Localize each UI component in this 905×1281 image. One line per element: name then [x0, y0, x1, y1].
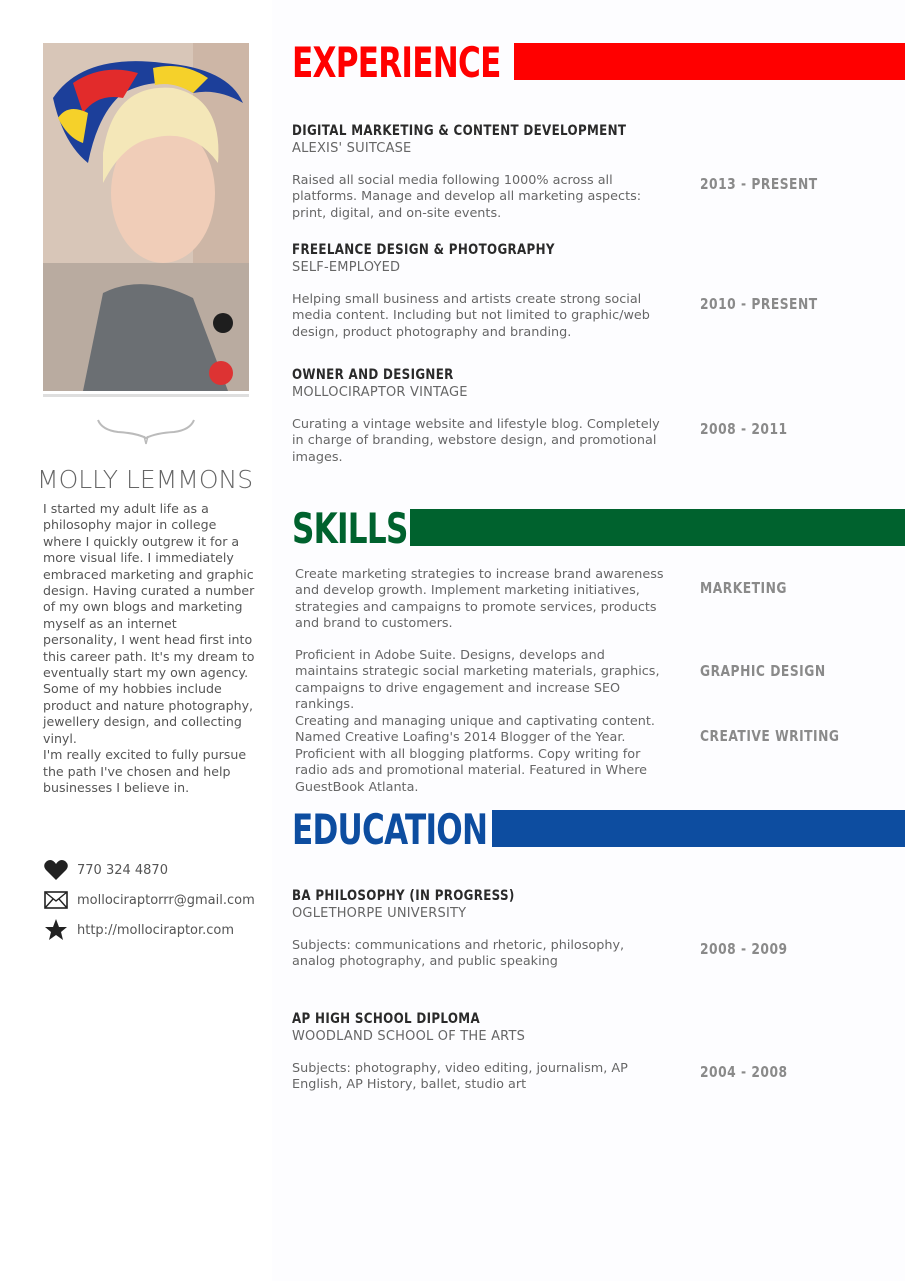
experience-dates: 2010 - PRESENT — [700, 295, 818, 313]
experience-title: FREELANCE DESIGN & PHOTOGRAPHY — [292, 242, 555, 258]
bio-paragraph: I'm really excited to fully pursue the path I've chosen and help businesses I believe in. — [43, 747, 247, 795]
experience-dates: 2008 - 2011 — [700, 420, 788, 438]
skill-item — [295, 648, 665, 714]
experience-desc: Raised all social media following 1000% across all platforms. Manage and develop all marketing aspects: print, digital, and on-site events. — [292, 173, 642, 221]
photo-underline — [43, 394, 249, 397]
contact-email[interactable] — [43, 888, 268, 912]
experience-org: MOLLOCIRAPTOR VINTAGE — [292, 385, 468, 400]
education-banner — [292, 805, 905, 854]
education-org: OGLETHORPE UNIVERSITY — [292, 906, 467, 921]
experience-org: ALEXIS' SUITCASE — [292, 141, 412, 156]
experience-bar — [514, 43, 905, 80]
bio-paragraph: I started my adult life as a philosophy major in college where I quickly outgrew it for a more visual life. I immediately embraced marketing and graphic design. Having curated a number of my own blogs and marketing myself as an internet personality, I went head first into this career path. It's my dream to eventually start my own agency. — [43, 501, 255, 681]
education-title: AP HIGH SCHOOL DIPLOMA — [292, 1011, 480, 1027]
skills-banner — [292, 504, 905, 553]
skills-bar — [410, 509, 905, 546]
skill-item — [295, 567, 665, 633]
experience-item — [292, 123, 662, 222]
envelope-icon — [43, 888, 69, 912]
profile-photo — [43, 43, 249, 391]
experience-item — [292, 367, 662, 466]
skill-item — [295, 714, 665, 796]
education-dates: 2004 - 2008 — [700, 1063, 788, 1081]
skill-label: CREATIVE WRITING — [700, 727, 840, 745]
experience-item — [292, 242, 662, 341]
bio-paragraph: Some of my hobbies include product and nature photography, jewellery design, and collecting vinyl. — [43, 681, 254, 746]
website-text: http://mollociraptor.com — [77, 922, 235, 938]
skill-label: GRAPHIC DESIGN — [700, 662, 826, 680]
profile-bio — [43, 501, 255, 796]
profile-name: MOLLY LEMMONS — [37, 465, 254, 494]
mustache-divider-icon — [96, 416, 196, 450]
skill-label: MARKETING — [700, 579, 787, 597]
contact-phone[interactable] — [43, 858, 268, 882]
education-item — [292, 1011, 662, 1094]
education-heading: EDUCATION — [292, 805, 488, 854]
email-text: mollociraptorrr@gmail.com — [77, 892, 255, 908]
education-org: WOODLAND SCHOOL OF THE ARTS — [292, 1029, 526, 1044]
experience-heading: EXPERIENCE — [292, 38, 501, 87]
experience-banner — [292, 38, 905, 87]
education-desc: Subjects: communications and rhetoric, philosophy, analog photography, and public speaking — [292, 938, 625, 970]
skills-heading: SKILLS — [292, 504, 408, 553]
education-bar — [492, 810, 905, 847]
skill-desc: Create marketing strategies to increase brand awareness and develop growth. Implement marketing initiatives, strategies and campaigns to promote services, products and brand to customers. — [295, 567, 664, 632]
phone-text: 770 324 4870 — [77, 862, 168, 878]
education-dates: 2008 - 2009 — [700, 940, 788, 958]
education-desc: Subjects: photography, video editing, journalism, AP English, AP History, ballet, studio art — [292, 1061, 628, 1093]
contact-website[interactable] — [43, 918, 268, 942]
experience-desc: Helping small business and artists create strong social media content. Including but not limited to graphic/web design, product photography and branding. — [292, 292, 650, 340]
experience-title: OWNER AND DESIGNER — [292, 367, 454, 383]
experience-title: DIGITAL MARKETING & CONTENT DEVELOPMENT — [292, 123, 627, 139]
education-title: BA PHILOSOPHY (IN PROGRESS) — [292, 888, 515, 904]
heart-icon — [43, 858, 69, 882]
experience-desc: Curating a vintage website and lifestyle blog. Completely in charge of branding, webstore design, and promotional images. — [292, 417, 660, 465]
experience-dates: 2013 - PRESENT — [700, 175, 818, 193]
skill-desc: Creating and managing unique and captivating content. Named Creative Loafing's 2014 Blogger of the Year. Proficient with all blogging platforms. Copy writing for radio ads and promotional material. Featured in Where GuestBook Atlanta. — [295, 714, 655, 795]
education-item — [292, 888, 662, 971]
star-icon — [43, 918, 69, 942]
experience-org: SELF-EMPLOYED — [292, 260, 401, 275]
skill-desc: Proficient in Adobe Suite. Designs, develops and maintains strategic social marketing materials, graphics, campaigns to drive engagement and increase SEO rankings. — [295, 648, 660, 713]
